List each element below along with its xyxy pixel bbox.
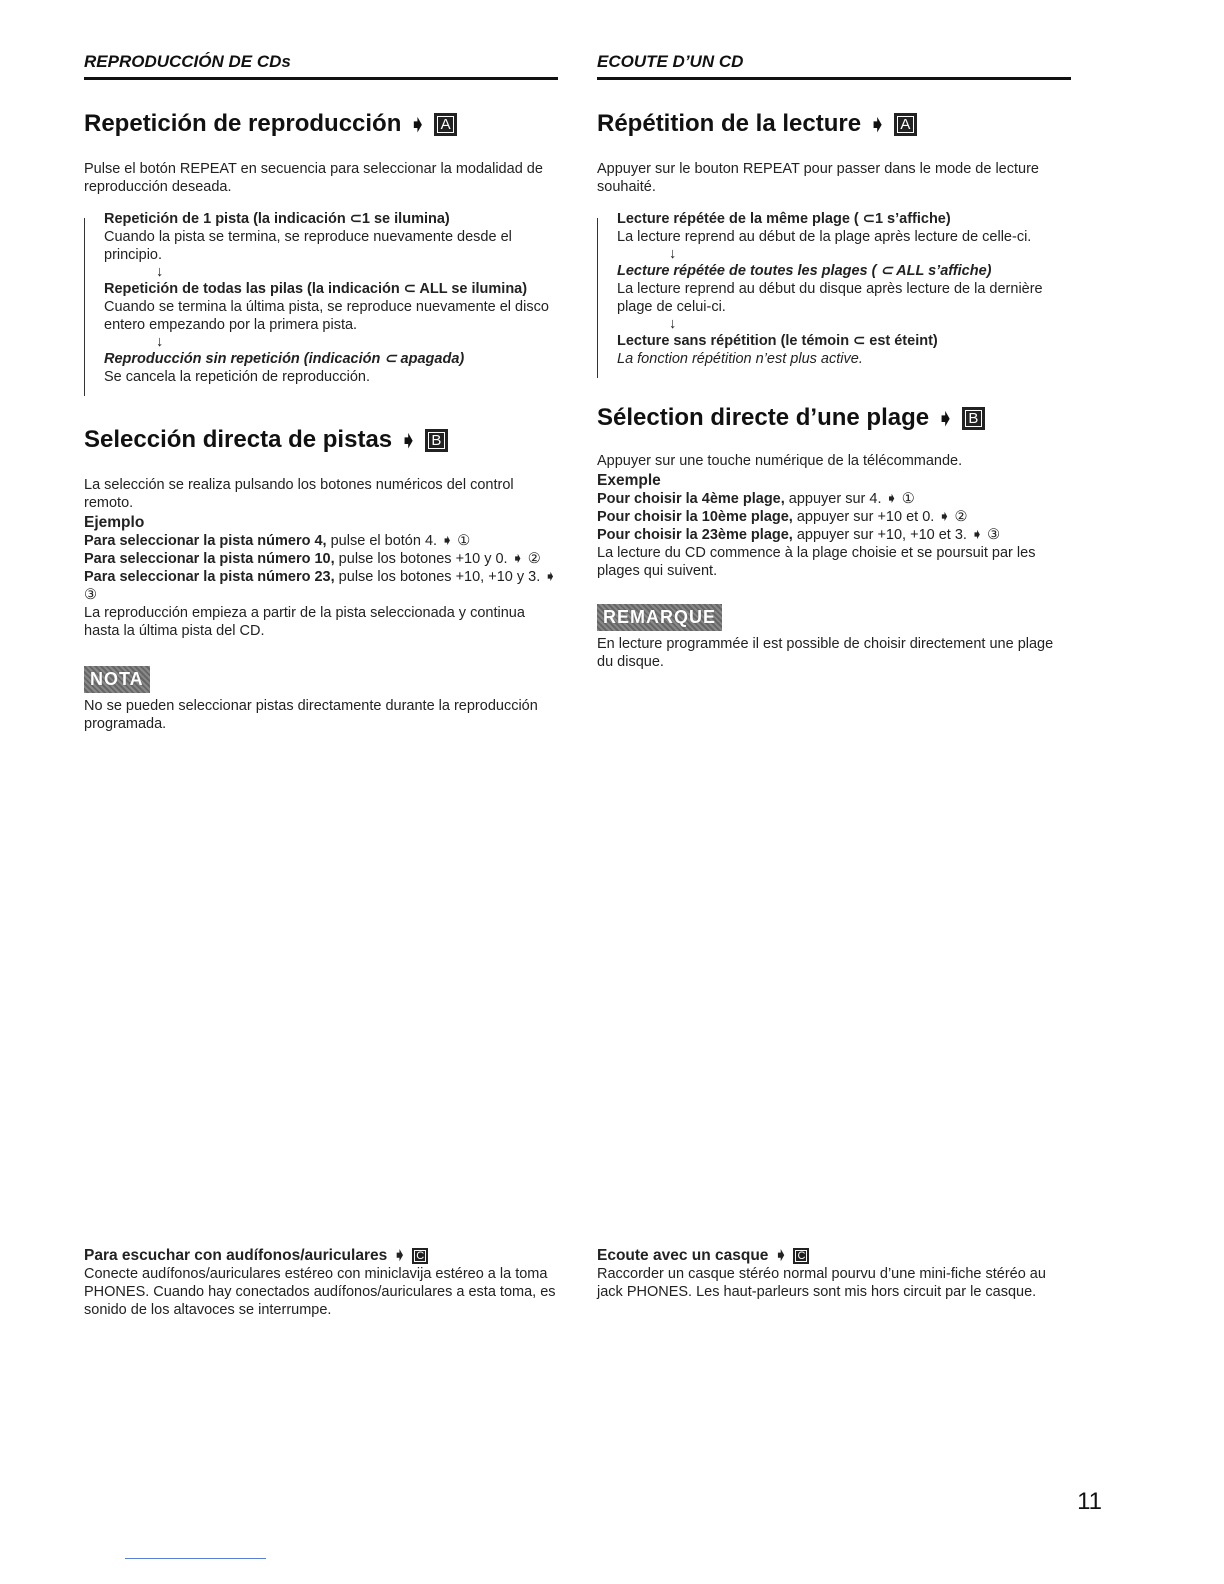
figure-ref-b-icon: B: [962, 407, 985, 430]
example-item: [84, 568, 558, 604]
mode-title: Repetición de todas las pilas (la indicación ⊂ ALL se ilumina): [104, 281, 528, 297]
repeat-mode-cycle: [84, 210, 558, 386]
mode-text: La lecture reprend au début du disque après lecture de la dernière plage de celui-ci.: [617, 281, 1043, 315]
arrow-icon: ➧: [774, 1247, 788, 1264]
repeat-intro: Pulse el botón REPEAT en secuencia para seleccionar la modalidad de reproducción deseada.: [84, 161, 543, 195]
direct-heading-text: Selección directa de pistas: [84, 426, 393, 453]
phones-section-left: [84, 1246, 558, 1319]
left-column: [84, 52, 558, 733]
example-item: [597, 526, 1071, 544]
figure-ref-b-icon: B: [425, 429, 448, 452]
repeat-mode-cycle: [597, 210, 1071, 368]
mode-title: Reproducción sin repetición (indicación ⊂ apagada): [104, 351, 465, 367]
cycle-bracket: [597, 218, 598, 378]
example-bold: Pour choisir la 10ème plage,: [597, 509, 793, 525]
direct-heading: [597, 404, 1071, 432]
example-label: Exemple: [597, 472, 661, 489]
phones-text: Raccorder un casque stéréo normal pourvu d’une mini-fiche stéréo au jack PHONES. Les haut-parleurs sont mis hors circuit par le casque.: [597, 1266, 1046, 1300]
phones-heading: [84, 1246, 558, 1265]
arrow-icon: ➧: [937, 407, 954, 430]
section-header: ECOUTE D’UN CD: [597, 52, 1071, 80]
arrow-icon: ➧: [393, 1247, 407, 1264]
down-arrow-icon: ↓: [669, 246, 677, 262]
figure-ref-c-icon: C: [793, 1248, 809, 1264]
phones-text: Conecte audífonos/auriculares estéreo con miniclavija estéreo a la toma PHONES. Cuando hay conectados audífonos/auriculares a esta toma, es sonido de los altavoces se interrumpe.: [84, 1266, 556, 1318]
mode-text: Cuando la pista se termina, se reproduce nuevamente desde el principio.: [104, 229, 512, 263]
direct-outro: La reproducción empieza a partir de la pista seleccionada y continua hasta la última pista del CD.: [84, 605, 525, 639]
note-badge: NOTA: [84, 666, 150, 693]
figure-ref-a-icon: A: [434, 113, 457, 136]
mode-title: Lecture répétée de toutes les plages ( ⊂ ALL s’affiche): [617, 263, 992, 279]
mode-text: La lecture reprend au début de la plage après lecture de celle-ci.: [617, 229, 1032, 245]
example-label: Ejemplo: [84, 514, 145, 531]
example-item: [84, 532, 558, 550]
down-arrow-icon: ↓: [156, 334, 164, 350]
right-column: [597, 52, 1071, 671]
repeat-heading-text: Repetición de reproducción: [84, 110, 402, 137]
down-arrow-icon: ↓: [156, 264, 164, 280]
arrow-icon: ➧: [869, 113, 886, 136]
mode-text: La fonction répétition n’est plus active.: [617, 351, 863, 367]
example-bold: Para seleccionar la pista número 10,: [84, 551, 335, 567]
note-badge: REMARQUE: [597, 604, 722, 631]
example-item: [597, 490, 1071, 508]
direct-intro: La selección se realiza pulsando los botones numéricos del control remoto.: [84, 477, 514, 511]
repeat-heading: [597, 110, 1071, 138]
phones-section-right: [597, 1246, 1071, 1301]
arrow-icon: ➧: [400, 429, 417, 452]
example-rest: pulse los botones +10 y 0. ➧ ②: [334, 551, 541, 567]
arrow-icon: ➧: [409, 113, 427, 136]
mode-title: Lecture répétée de la même plage ( ⊂1 s’affiche): [617, 211, 951, 227]
phones-heading-text: Para escuchar con audífonos/auriculares: [84, 1246, 388, 1264]
example-rest: pulse los botones +10, +10 y 3. ➧ ③: [84, 569, 557, 603]
figure-ref-c-icon: C: [412, 1248, 428, 1264]
phones-heading: [597, 1246, 1071, 1265]
example-rest: appuyer sur +10, +10 et 3. ➧ ③: [792, 527, 1001, 543]
example-rest: appuyer sur +10 et 0. ➧ ②: [792, 509, 968, 525]
example-item: [84, 550, 558, 568]
direct-outro: La lecture du CD commence à la plage choisie et se poursuit par les plages qui suivent.: [597, 545, 1036, 579]
phones-heading-text: Ecoute avec un casque: [597, 1246, 769, 1264]
divider: [125, 1558, 266, 1559]
note-text: No se pueden seleccionar pistas directamente durante la reproducción programada.: [84, 698, 538, 732]
mode-text: Cuando se termina la última pista, se reproduce nuevamente el disco entero empezando por la primera pista.: [104, 299, 549, 333]
note-text: En lecture programmée il est possible de choisir directement une plage du disque.: [597, 636, 1054, 670]
direct-heading: [84, 426, 558, 454]
example-rest: pulse el botón 4. ➧ ①: [326, 533, 471, 549]
down-arrow-icon: ↓: [669, 316, 677, 332]
example-bold: Pour choisir la 4ème plage,: [597, 491, 785, 507]
page-number: 11: [1077, 1488, 1102, 1515]
example-bold: Para seleccionar la pista número 23,: [84, 569, 335, 585]
figure-ref-a-icon: A: [894, 113, 917, 136]
repeat-intro: Appuyer sur le bouton REPEAT pour passer dans le mode de lecture souhaité.: [597, 161, 1039, 195]
repeat-heading-text: Répétition de la lecture: [597, 110, 862, 137]
mode-title: Lecture sans répétition (le témoin ⊂ est éteint): [617, 333, 938, 349]
cycle-bracket: [84, 218, 85, 396]
example-rest: appuyer sur 4. ➧ ①: [784, 491, 915, 507]
section-header: REPRODUCCIÓN DE CDs: [84, 52, 558, 80]
example-bold: Pour choisir la 23ème plage,: [597, 527, 793, 543]
mode-title: Repetición de 1 pista (la indicación ⊂1 se ilumina): [104, 211, 450, 227]
mode-text: Se cancela la repetición de reproducción.: [104, 369, 370, 385]
example-bold: Para seleccionar la pista número 4,: [84, 533, 327, 549]
example-item: [597, 508, 1071, 526]
direct-intro: Appuyer sur une touche numérique de la télécommande.: [597, 453, 963, 469]
repeat-heading: [84, 110, 558, 138]
direct-heading-text: Sélection directe d’une plage: [597, 404, 930, 431]
